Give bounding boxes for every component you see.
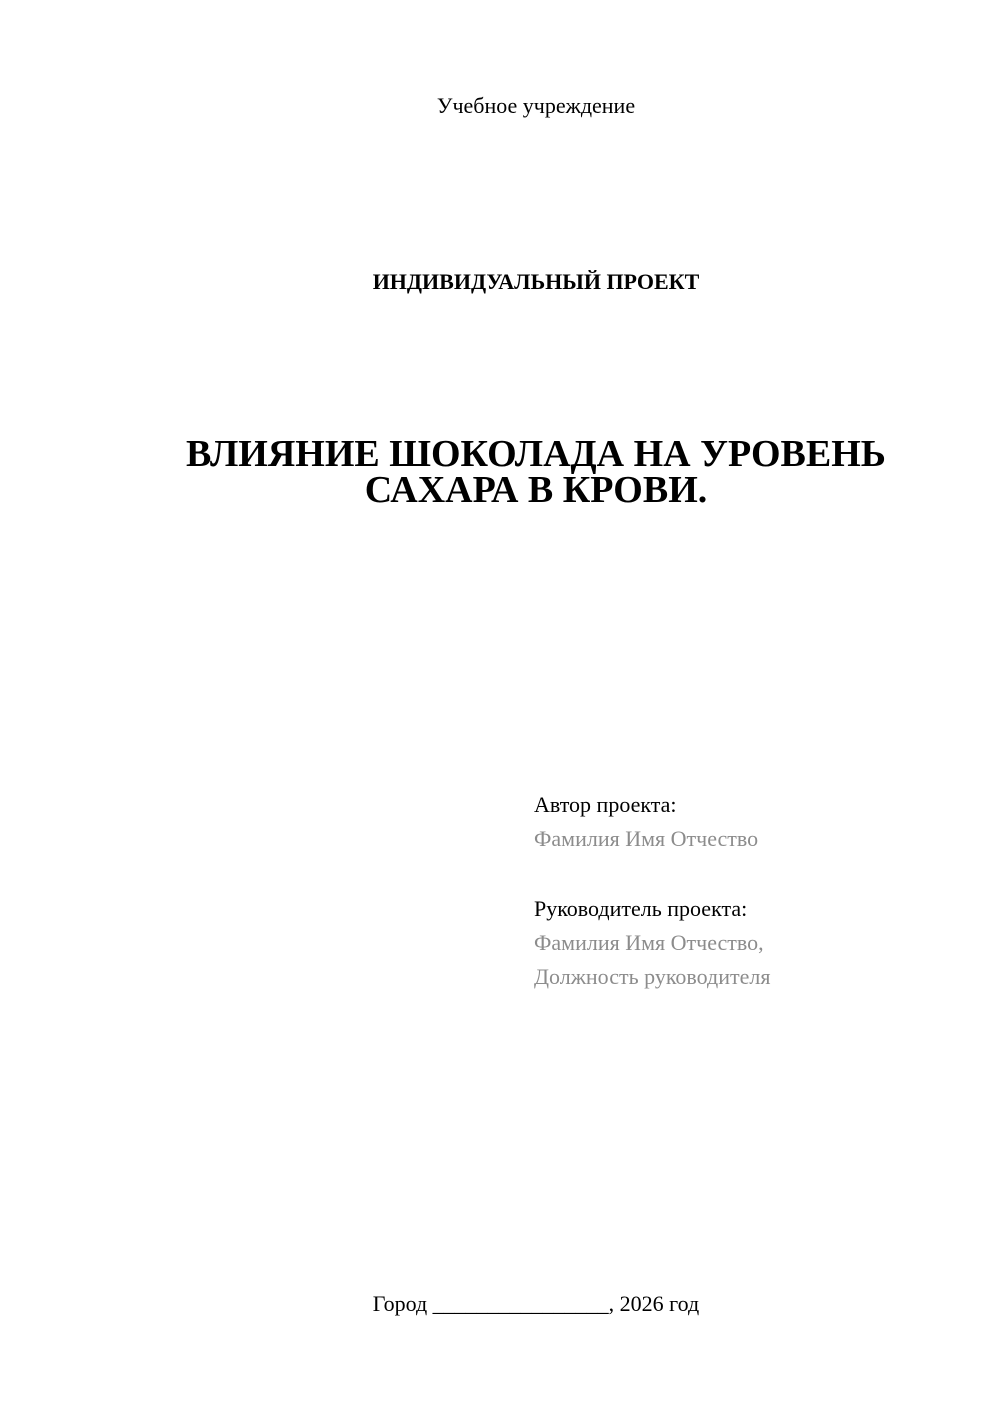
supervisor-name: Фамилия Имя Отчество, — [534, 930, 764, 955]
project-title-line-1: ВЛИЯНИЕ ШОКОЛАДА НА УРОВЕНЬ — [186, 433, 886, 475]
project-title — [0, 433, 1000, 511]
city-year-line: Город ________________, 2026 год — [372, 1291, 700, 1316]
supervisor-position: Должность руководителя — [534, 964, 771, 989]
credits-spacer — [534, 856, 974, 892]
project-title-line-2: САХАРА В КРОВИ. — [364, 469, 708, 511]
author-name: Фамилия Имя Отчество — [534, 826, 759, 851]
supervisor-label: Руководитель проекта: — [534, 896, 748, 921]
credits-block — [534, 788, 974, 994]
document-type-heading: ИНДИВИДУАЛЬНЫЙ ПРОЕКТ — [372, 269, 700, 294]
institution-name: Учебное учреждение — [436, 93, 636, 118]
author-label: Автор проекта: — [534, 792, 677, 817]
